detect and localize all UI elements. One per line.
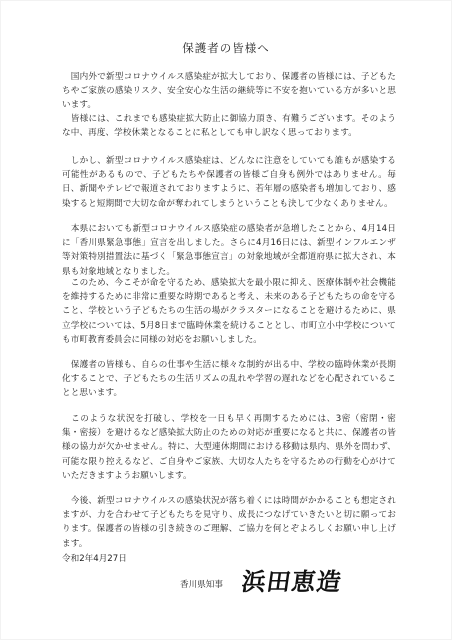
paragraph-2: 皆様には、これまでも感染症拡大防止に御協力頂き、有難うございます。そのような中、再度、学校休業となることに私としても申し訳なく思っております。 [62, 114, 396, 139]
paragraph-7: このような状況を打破し、学校を一日も早く再開するためには、3密（密閉・密集・密接）を避けるなど感染拡大防止のための対応が重要になると共に、保護者の皆様の協力が欠かせません。特に、大型連休期間における移動は県内、県外を問わず、可能な限り控えるなど、ご自身やご家族、大切な人たちを守るための行動を心がけていただきますようお願いします。 [62, 414, 396, 481]
signature-block [180, 566, 400, 600]
paragraph-1: 国内外で新型コロナウイルス感染症が拡大しており、保護者の皆様には、子どもたちやご家族の感染リスク、安全安心な生活の継続等に不安を抱いている方が多いと思います。 [62, 72, 396, 111]
signer-position: 香川県知事 [180, 580, 223, 590]
paragraph-8: 今後、新型コロナウイルスの感染状況が落ち着くには時間がかかることも想定されますが、力を合わせて子どもたちを見守り、成長につなげていきたいと切に願っております。保護者の皆様の引き続きのご理解、ご協力を何とぞよろしくお願い申し上げます。 [62, 496, 396, 549]
paragraph-4: 本県においても新型コロナウイルス感染症の感染者が急増したことから、4月14日に「香川県緊急事態」宣言を出しました。さらに4月16日には、新型インフルエンザ等対策特別措置法に基づく「緊急事態宣言」の対象地域が全都道府県に拡大され、本県も対象地域となりました。 [62, 224, 396, 277]
letter-date: 令和2年4月27日 [62, 554, 127, 564]
handwritten-signature: 浜田恵造 [239, 567, 344, 596]
letter-title: 保護者の皆様へ [182, 41, 270, 55]
paragraph-5: このため、今こそが命を守るため、感染拡大を最小限に抑え、医療体制や社会機能を維持するために非常に重要な時期であると考え、未来のある子どもたちの命を守ること、学校という子どもたちの生活の場がクラスターになることを避けるために、県立学校については、5月8日まで臨時休業を続けることとし、市町立小中学校についても市町教育委員会に同様の対応をお願いしました。 [62, 278, 396, 345]
paragraph-3: しかし、新型コロナウイルス感染症は、どんなに注意をしていても誰もが感染する可能性があるもので、子どもたちや保護者の皆様ご自身も例外ではありません。毎日、新聞やテレビで報道されておりますように、若年層の感染者も増加しており、感染すると短期間で大切な命が奪われてしまうということも決して少なくありません。 [62, 156, 396, 209]
paragraph-6: 保護者の皆様も、自らの仕事や生活に様々な制約が出る中、学校の臨時休業が長期化することで、子どもたちの生活リズムの乱れや学習の遅れなどを心配されていることと思います。 [62, 360, 396, 399]
